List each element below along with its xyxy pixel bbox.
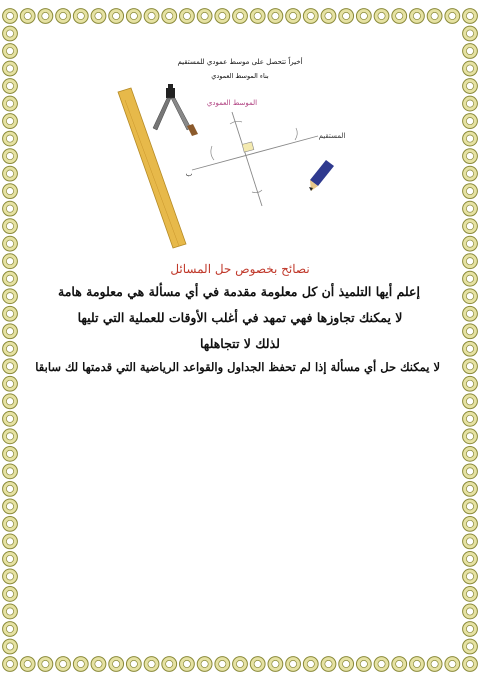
right-angle-marker [242, 142, 254, 152]
paragraph-line-3: لذلك لا تتجاهلها [200, 336, 280, 351]
paragraph-line-2: لا يمكنك تجاوزها فهي تمهد في أغلب الأوقات للعملية التي تليها [77, 310, 403, 325]
section-heading: نصائح بخصوص حل المسائل [170, 262, 310, 276]
paragraph-line-1: إعلم أيها التلميذ أن كل معلومة مقدمة في أي مسألة هي معلومة هامة [58, 284, 420, 299]
pencil-icon [309, 160, 334, 191]
label-perp: الموسط العمودي [206, 99, 258, 107]
perpendicular-line [232, 112, 262, 206]
compass-icon [153, 84, 198, 136]
label-line: المستقيم [318, 132, 346, 140]
ruler-icon [118, 88, 186, 248]
caption-line-1: أخيراً تتحصل على موسط عمودي للمستقيم [177, 58, 303, 66]
caption-line-2: بناء الموسط العمودي [211, 72, 269, 80]
label-b: ب [185, 170, 193, 178]
paragraph-line-4: لا يمكنك حل أي مسألة إذا لم تحفظ الجداول والقواعد الرياضية التي قدمتها لك سابقا [35, 360, 440, 374]
